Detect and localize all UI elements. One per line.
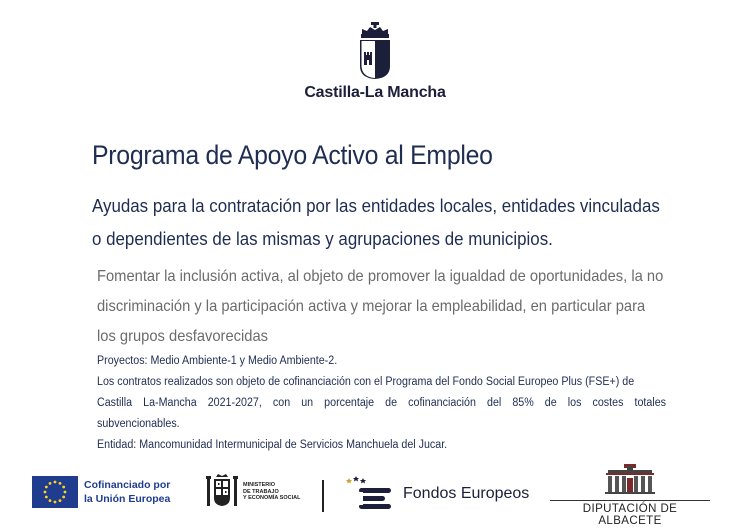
- word: del: [486, 397, 502, 409]
- fondos-europeos-icon: [345, 474, 397, 514]
- contracts-text: Los contratos realizados son objeto de cofinanciación con el Programa del Fondo Social Europeo Plus (FSE+) de: [97, 376, 635, 388]
- eu-star-icon: [62, 486, 65, 489]
- entity-text: Entidad: Mancomunidad Intermunicipal de Servicios Manchuela del Jucar.: [97, 439, 448, 451]
- eu-text-line: Cofinanciado por: [84, 479, 171, 491]
- projects-text: Proyectos: Medio Ambiente-1 y Medio Ambiente-2.: [97, 355, 338, 367]
- eu-logo: [32, 476, 170, 508]
- word: de: [544, 397, 557, 409]
- subtitle: [92, 190, 665, 256]
- word: cofinanciación: [408, 397, 476, 409]
- lead-line: discriminación y la participación activa y mejorar la empleabilidad, en particular para: [97, 298, 646, 315]
- word: 2021-2027,: [207, 397, 262, 409]
- eu-star-icon: [49, 499, 52, 502]
- lead-line: Fomentar la inclusión activa, al objeto de promover la igualdad de oportunidades, la no: [97, 268, 664, 285]
- eu-star-icon: [49, 482, 52, 485]
- ministry-text: [243, 482, 315, 502]
- ministry-text-line: MINISTERIO: [243, 482, 276, 489]
- eu-star-icon: [62, 496, 65, 499]
- spain-coat-of-arms-icon: [205, 472, 239, 512]
- word: de: [385, 397, 398, 409]
- clm-emblem-icon: [358, 22, 392, 80]
- fondos-europeos-text: Fondos Europeos: [403, 485, 530, 502]
- word: totales: [634, 397, 667, 409]
- subtitle-line: o dependientes de las mismas y agrupaciones de municipios.: [92, 229, 553, 249]
- word: con: [272, 397, 291, 409]
- word: un: [301, 397, 314, 409]
- castilla-la-mancha-logo: [0, 22, 750, 102]
- ministry-text-line: Y ECONOMÍA SOCIAL: [243, 495, 301, 502]
- eu-star-icon: [45, 496, 48, 499]
- word: costes: [592, 397, 624, 409]
- ministry-logo: [205, 472, 315, 512]
- fondos-europeos-logo: [345, 474, 529, 514]
- eu-star-icon: [64, 491, 67, 494]
- footer-logos: [0, 460, 750, 528]
- subtitle-line: Ayudas para la contratación por las entidades locales, entidades vinculadas: [92, 196, 660, 216]
- word: porcentaje: [324, 397, 375, 409]
- lead-paragraph: [97, 262, 664, 352]
- diputacion-text: DIPUTACIÓN DE ALBACETE: [550, 500, 710, 527]
- diputacion-building-icon: [604, 464, 656, 494]
- eu-star-icon: [59, 499, 62, 502]
- eu-star-icon: [54, 481, 57, 484]
- word: La-Mancha: [143, 397, 197, 409]
- page-title: Programa de Apoyo Activo al Empleo: [92, 140, 493, 170]
- divider: [322, 480, 324, 512]
- lead-line: los grupos desfavorecidas: [97, 328, 269, 345]
- word: Castilla: [97, 397, 133, 409]
- diputacion-logo: [550, 464, 710, 527]
- eu-text: [84, 478, 170, 506]
- contracts-text: subvencionables.: [97, 418, 180, 430]
- eu-star-icon: [44, 491, 47, 494]
- eu-star-icon: [59, 482, 62, 485]
- details: [97, 351, 666, 456]
- eu-star-icon: [54, 501, 57, 504]
- word: 85%: [512, 397, 534, 409]
- eu-flag-icon: [32, 476, 78, 508]
- eu-text-line: la Unión Europea: [84, 493, 171, 505]
- eu-star-icon: [45, 486, 48, 489]
- ministry-text-line: DE TRABAJO: [243, 488, 279, 495]
- contracts-text-justified: [97, 393, 666, 414]
- logo-text: Castilla-La Mancha: [304, 84, 446, 101]
- word: los: [567, 397, 582, 409]
